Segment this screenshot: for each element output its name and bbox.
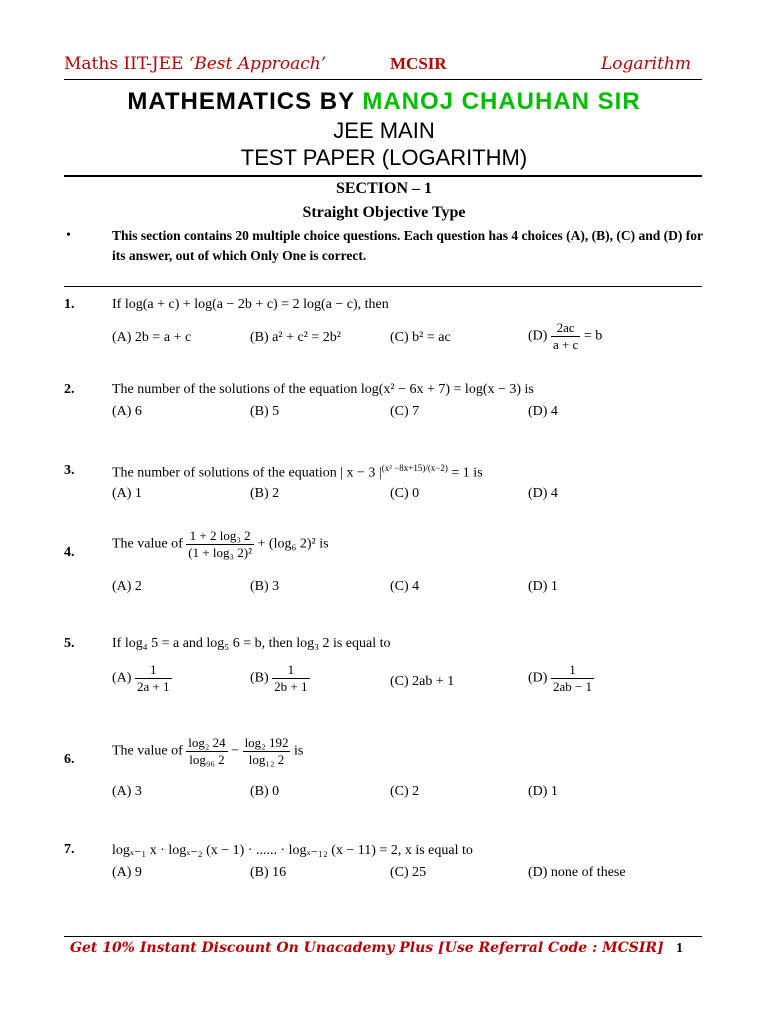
page-title: MATHEMATICS BY MANOJ CHAUHAN SIR bbox=[127, 88, 641, 115]
option-a: (A) $\frac{1}{2a + 1}$ bbox=[112, 662, 170, 694]
question-number: 7. bbox=[64, 842, 75, 857]
option-c: (C) 4 bbox=[390, 579, 420, 594]
section-rule bbox=[64, 286, 702, 287]
header-left: Maths IIT-JEE ‘Best Approach’ bbox=[64, 54, 327, 74]
option-c: (C) 7 bbox=[390, 404, 420, 419]
option-d: (D) 4 bbox=[528, 404, 558, 419]
page-number: 1 bbox=[676, 941, 683, 956]
option-d: (D) 4 bbox=[528, 486, 558, 501]
option-a: (A) 2b = a + c bbox=[112, 330, 192, 345]
option-a: (A) 9 bbox=[112, 865, 142, 880]
option-b: (B) 16 bbox=[250, 865, 287, 880]
header-center: MCSIR bbox=[390, 54, 447, 73]
option-c: (C) b² = ac bbox=[390, 330, 451, 345]
question-text: The number of solutions of the equation | x − 3 $|^{(x^2 -8x+15)/(x-2)} = 1$ is bbox=[112, 463, 483, 481]
question-text: logₓ₋₁ x · logₓ₋₂ (x − 1) · ...... · logₓ₋₁₂ (x − 11) = 2, x is equal to bbox=[112, 843, 473, 858]
header-rule bbox=[64, 79, 702, 80]
footer-rule bbox=[64, 936, 702, 937]
option-d: (D) $\frac{1}{2ab - 1}$ bbox=[528, 662, 593, 694]
question-text: The value of $\frac{\text{1 + 2 log₃ 2}}{\text{(1 + log₃ 2)²}}$ + (log₆ 2)² is bbox=[112, 528, 329, 560]
question-number: 3. bbox=[64, 463, 75, 478]
question-number: 4. bbox=[64, 545, 75, 560]
option-b: (B) 3 bbox=[250, 579, 280, 594]
option-b: (B) a² + c² = 2b² bbox=[250, 330, 341, 345]
option-c: (C) 0 bbox=[390, 486, 420, 501]
section-title: SECTION – 1 bbox=[335, 180, 433, 197]
exam-name: JEE MAIN bbox=[333, 118, 435, 143]
question-number: 6. bbox=[64, 752, 75, 767]
section-note: This section contains 20 multiple choice questions. Each question has 4 choices (A), (B), (C) and (D) for its answer, out of which Only One is correct. bbox=[112, 228, 703, 263]
option-a: (A) 2 bbox=[112, 579, 142, 594]
option-a: (A) 3 bbox=[112, 784, 142, 799]
question-text: The value of $\frac{\text{log₂ 24}}{\text{log₉₆ 2}}$ − $\frac{\text{log₂ 192}}{\text{log₁₂ 2}}$ is bbox=[112, 735, 304, 767]
option-d: (D) $\frac{2ac}{a + c}$ = b bbox=[528, 320, 603, 352]
footer-promo: Get 10% Instant Discount On Unacademy Plus [Use Referral Code : MCSIR] bbox=[70, 940, 664, 956]
option-b: (B) $\frac{1}{2b + 1}$ bbox=[250, 662, 308, 694]
paper-title: TEST PAPER (LOGARITHM) bbox=[240, 145, 528, 170]
option-a: (A) 1 bbox=[112, 486, 142, 501]
option-b: (B) 2 bbox=[250, 486, 280, 501]
option-c: (C) 25 bbox=[390, 865, 427, 880]
question-text: If log₄ 5 = a and log₅ 6 = b, then log₃ 2 is equal to bbox=[112, 636, 391, 651]
option-d: (D) 1 bbox=[528, 784, 558, 799]
option-d: (D) 1 bbox=[528, 579, 558, 594]
title-rule bbox=[64, 175, 702, 177]
bullet: • bbox=[66, 228, 71, 243]
question-number: 2. bbox=[64, 382, 75, 397]
question-text: The number of the solutions of the equation log(x² − 6x + 7) = log(x − 3) is bbox=[112, 382, 534, 397]
option-c: (C) 2ab + 1 bbox=[390, 674, 455, 689]
question-text: If log(a + c) + log(a − 2b + c) = 2 log(a − c), then bbox=[112, 297, 389, 312]
option-b: (B) 5 bbox=[250, 404, 280, 419]
header-right: Logarithm bbox=[601, 54, 692, 74]
option-c: (C) 2 bbox=[390, 784, 420, 799]
option-d: (D) none of these bbox=[528, 865, 626, 880]
question-number: 5. bbox=[64, 636, 75, 651]
question-number: 1. bbox=[64, 297, 75, 312]
section-subtitle: Straight Objective Type bbox=[302, 204, 466, 221]
option-a: (A) 6 bbox=[112, 404, 142, 419]
option-b: (B) 0 bbox=[250, 784, 280, 799]
